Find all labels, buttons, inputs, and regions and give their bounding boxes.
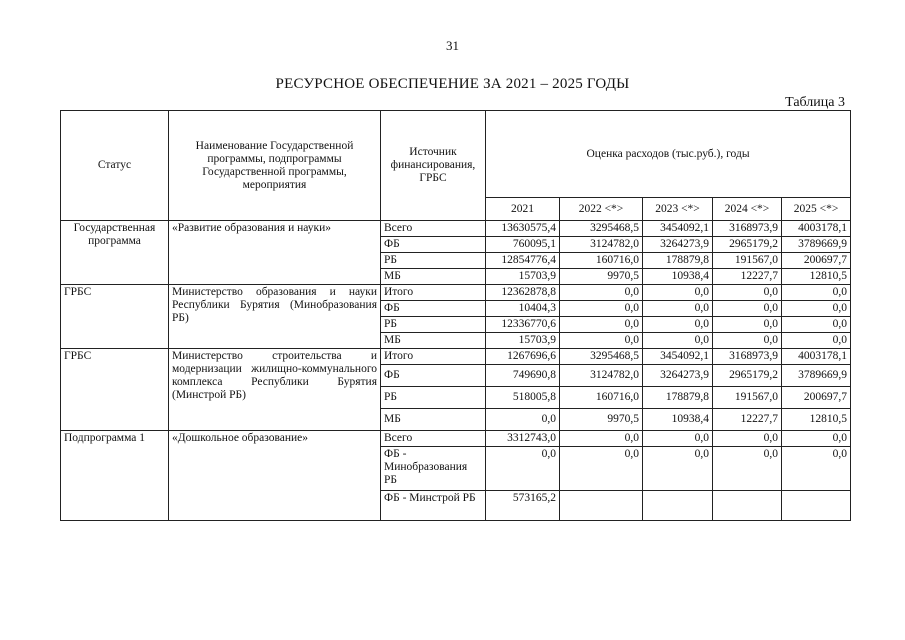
value-cell: 12810,5 [782,409,851,431]
value-cell: 0,0 [560,333,643,349]
value-cell: 10938,4 [643,269,713,285]
value-cell: 3295468,5 [560,221,643,237]
source-cell: ФБ [381,365,486,387]
value-cell: 0,0 [713,285,782,301]
value-cell: 518005,8 [486,387,560,409]
value-cell: 0,0 [713,333,782,349]
value-cell: 9970,5 [560,269,643,285]
value-cell: 3312743,0 [486,431,560,447]
value-cell: 0,0 [643,431,713,447]
name-cell: Министерство строительства и модернизации жилищно-коммунального комплекса Республики Бурятия (Минстрой РБ) [169,349,381,431]
value-cell: 0,0 [560,285,643,301]
value-cell: 3264273,9 [643,237,713,253]
table-row [61,221,851,237]
value-cell: 2965179,2 [713,365,782,387]
value-cell: 0,0 [560,317,643,333]
name-cell: «Дошкольное образование» [169,431,381,521]
source-cell: ФБ - Минобразования РБ [381,447,486,491]
source-cell: Всего [381,221,486,237]
source-cell: РБ [381,317,486,333]
value-cell: 10938,4 [643,409,713,431]
table-label: Таблица 3 [785,95,845,110]
value-cell: 12336770,6 [486,317,560,333]
source-cell: МБ [381,269,486,285]
page-number: 31 [446,38,459,53]
value-cell: 3168973,9 [713,221,782,237]
page-title: РЕСУРСНОЕ ОБЕСПЕЧЕНИЕ ЗА 2021 – 2025 ГОДЫ [275,76,630,92]
value-cell: 12227,7 [713,409,782,431]
value-cell: 3454092,1 [643,349,713,365]
source-cell: ФБ [381,237,486,253]
value-cell: 12854776,4 [486,253,560,269]
value-cell: 0,0 [782,431,851,447]
value-cell [643,491,713,521]
header-year: 2021 [486,198,560,221]
source-cell: ФБ [381,301,486,317]
source-cell: МБ [381,409,486,431]
value-cell: 0,0 [782,317,851,333]
value-cell: 160716,0 [560,387,643,409]
value-cell: 178879,8 [643,387,713,409]
name-cell: Министерство образования и науки Республики Бурятия (Минобразования РБ) [169,285,381,349]
name-cell: «Развитие образования и науки» [169,221,381,285]
value-cell: 3295468,5 [560,349,643,365]
value-cell: 3789669,9 [782,365,851,387]
value-cell: 0,0 [643,301,713,317]
status-cell: ГРБС [61,285,169,349]
value-cell: 0,0 [782,301,851,317]
value-cell: 0,0 [560,301,643,317]
value-cell: 10404,3 [486,301,560,317]
value-cell: 0,0 [713,431,782,447]
value-cell: 200697,7 [782,387,851,409]
value-cell: 0,0 [486,409,560,431]
value-cell: 12362878,8 [486,285,560,301]
status-cell: Подпрограмма 1 [61,431,169,521]
value-cell: 0,0 [560,447,643,491]
value-cell: 3264273,9 [643,365,713,387]
value-cell: 0,0 [713,317,782,333]
value-cell: 4003178,1 [782,221,851,237]
value-cell: 749690,8 [486,365,560,387]
value-cell: 200697,7 [782,253,851,269]
header-name: Наименование Государственной программы, подпрограммы Государственной программы, мероприятия [169,111,381,221]
header-year: 2025 <*> [782,198,851,221]
value-cell: 15703,9 [486,333,560,349]
value-cell: 3454092,1 [643,221,713,237]
value-cell [713,491,782,521]
header-year: 2023 <*> [643,198,713,221]
status-cell: Государственная программа [61,221,169,285]
table-row [61,349,851,365]
resource-table [60,110,851,521]
source-cell: ФБ - Минстрой РБ [381,491,486,521]
source-cell: Итого [381,349,486,365]
value-cell: 191567,0 [713,387,782,409]
source-cell: РБ [381,253,486,269]
source-cell: Итого [381,285,486,301]
value-cell: 4003178,1 [782,349,851,365]
header-source: Источник финансирования, ГРБС [381,111,486,221]
value-cell: 178879,8 [643,253,713,269]
header-year: 2024 <*> [713,198,782,221]
source-cell: МБ [381,333,486,349]
value-cell: 15703,9 [486,269,560,285]
source-cell: РБ [381,387,486,409]
value-cell: 0,0 [643,285,713,301]
value-cell: 3789669,9 [782,237,851,253]
value-cell: 12227,7 [713,269,782,285]
value-cell: 0,0 [782,333,851,349]
value-cell: 0,0 [643,317,713,333]
value-cell: 0,0 [560,431,643,447]
header-estimate: Оценка расходов (тыс.руб.), годы [486,111,851,198]
status-cell: ГРБС [61,349,169,431]
table-row [61,285,851,301]
value-cell: 13630575,4 [486,221,560,237]
value-cell [560,491,643,521]
value-cell: 573165,2 [486,491,560,521]
header-status: Статус [61,111,169,221]
value-cell: 3168973,9 [713,349,782,365]
value-cell: 0,0 [713,301,782,317]
value-cell: 3124782,0 [560,237,643,253]
value-cell: 0,0 [643,447,713,491]
value-cell: 0,0 [782,447,851,491]
value-cell: 0,0 [643,333,713,349]
source-cell: Всего [381,431,486,447]
value-cell: 0,0 [782,285,851,301]
value-cell: 0,0 [713,447,782,491]
header-year: 2022 <*> [560,198,643,221]
value-cell: 191567,0 [713,253,782,269]
value-cell: 9970,5 [560,409,643,431]
value-cell: 1267696,6 [486,349,560,365]
value-cell: 2965179,2 [713,237,782,253]
value-cell: 3124782,0 [560,365,643,387]
value-cell: 760095,1 [486,237,560,253]
value-cell: 160716,0 [560,253,643,269]
value-cell: 12810,5 [782,269,851,285]
table-row [61,431,851,447]
value-cell [782,491,851,521]
value-cell: 0,0 [486,447,560,491]
